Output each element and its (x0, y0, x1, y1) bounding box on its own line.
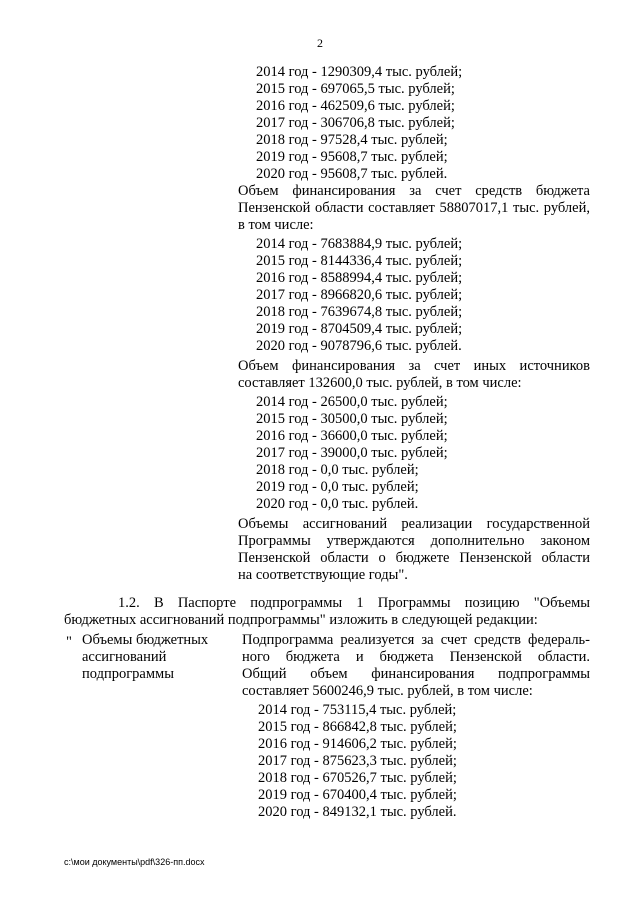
regional-budget-line: 2020 год - 9078796,6 тыс. рублей. (256, 338, 462, 354)
appropriations-text: на соответствующие годы". (238, 567, 408, 583)
table-label-line: подпрограммы (82, 666, 174, 682)
subprogram-line: 2019 год - 670400,4 тыс. рублей; (258, 787, 457, 803)
regional-budget-text: в том числе: (238, 217, 314, 233)
subprogram-text: Подпрограмма реализуется за счет средств федераль- (242, 632, 590, 648)
appropriations-text: Программы утверждаются дополнительно законом (238, 533, 590, 549)
federal-budget-line: 2020 год - 95608,7 тыс. рублей. (256, 166, 448, 182)
other-sources-line: 2019 год - 0,0 тыс. рублей; (256, 479, 419, 495)
other-sources-line: 2020 год - 0,0 тыс. рублей. (256, 496, 419, 512)
other-sources-line: 2014 год - 26500,0 тыс. рублей; (256, 394, 448, 410)
other-sources-line: 2018 год - 0,0 тыс. рублей; (256, 462, 419, 478)
regional-budget-line: 2019 год - 8704509,4 тыс. рублей; (256, 321, 463, 337)
page-number: 2 (317, 36, 323, 50)
federal-budget-line: 2019 год - 95608,7 тыс. рублей; (256, 149, 448, 165)
other-sources-line: 2016 год - 36600,0 тыс. рублей; (256, 428, 448, 444)
federal-budget-line: 2017 год - 306706,8 тыс. рублей; (256, 115, 455, 131)
regional-budget-line: 2014 год - 7683884,9 тыс. рублей; (256, 236, 463, 252)
other-sources-text: составляет 132600,0 тыс. рублей, в том числе: (238, 375, 522, 391)
subprogram-line: 2020 год - 849132,1 тыс. рублей. (258, 804, 457, 820)
subprogram-line: 2015 год - 866842,8 тыс. рублей; (258, 719, 457, 735)
subprogram-text: ного бюджета и бюджета Пензенской области. (242, 649, 590, 665)
other-sources-line: 2017 год - 39000,0 тыс. рублей; (256, 445, 448, 461)
amendment-text: 1.2. В Паспорте подпрограммы 1 Программы позицию "Объемы (118, 595, 590, 611)
subprogram-line: 2014 год - 753115,4 тыс. рублей; (258, 702, 457, 718)
regional-budget-line: 2015 год - 8144336,4 тыс. рублей; (256, 253, 463, 269)
regional-budget-text: Объем финансирования за счет средств бюджета (238, 183, 590, 199)
subprogram-line: 2018 год - 670526,7 тыс. рублей; (258, 770, 457, 786)
federal-budget-line: 2014 год - 1290309,4 тыс. рублей; (256, 64, 463, 80)
federal-budget-line: 2016 год - 462509,6 тыс. рублей; (256, 98, 455, 114)
regional-budget-text: Пензенской области составляет 58807017,1 тыс. рублей, (238, 200, 590, 216)
subprogram-text: составляет 5600246,9 тыс. рублей, в том числе: (242, 683, 533, 699)
appropriations-text: Пензенской области о бюджете Пензенской области (238, 550, 590, 566)
federal-budget-line: 2015 год - 697065,5 тыс. рублей; (256, 81, 455, 97)
footer-file-path: c:\мои документы\pdf\326-пп.docx (64, 857, 205, 867)
regional-budget-line: 2017 год - 8966820,6 тыс. рублей; (256, 287, 463, 303)
regional-budget-line: 2018 год - 7639674,8 тыс. рублей; (256, 304, 463, 320)
table-label-line: ассигнований (82, 649, 167, 665)
table-label-line: Объемы бюджетных (82, 632, 209, 648)
regional-budget-line: 2016 год - 8588994,4 тыс. рублей; (256, 270, 463, 286)
amendment-text: бюджетных ассигнований подпрограммы" изложить в следующей редакции: (64, 612, 538, 628)
federal-budget-line: 2018 год - 97528,4 тыс. рублей; (256, 132, 448, 148)
subprogram-line: 2017 год - 875623,3 тыс. рублей; (258, 753, 457, 769)
opening-quote-mark: " (66, 634, 72, 650)
appropriations-text: Объемы ассигнований реализации государственной (238, 516, 590, 532)
subprogram-text: Общий объем финансирования подпрограммы (242, 666, 590, 682)
subprogram-line: 2016 год - 914606,2 тыс. рублей; (258, 736, 457, 752)
other-sources-text: Объем финансирования за счет иных источников (238, 358, 590, 374)
other-sources-line: 2015 год - 30500,0 тыс. рублей; (256, 411, 448, 427)
table-row-label (82, 632, 232, 683)
